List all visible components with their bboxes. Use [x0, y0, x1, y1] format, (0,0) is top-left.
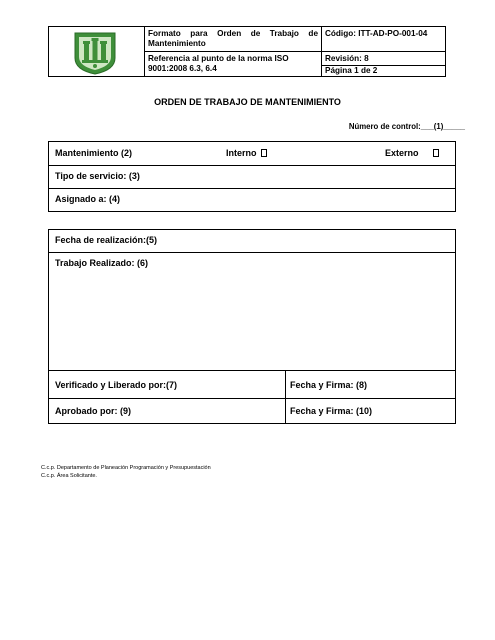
external-label: Externo: [385, 148, 419, 158]
page-number: Página 1 de 2: [325, 66, 378, 75]
external-checkbox[interactable]: [433, 149, 439, 157]
maintenance-section: [48, 141, 456, 212]
assigned-to-label: Asignado a: (4): [55, 194, 121, 204]
copy-recipient-2: C.c.p. Área Solicitante.: [41, 473, 97, 479]
verified-by-label: Verificado y Liberado por:(7): [55, 380, 178, 390]
internal-option[interactable]: [226, 148, 267, 158]
document-title: ORDEN DE TRABAJO DE MANTENIMIENTO: [154, 97, 341, 107]
internal-checkbox[interactable]: [261, 149, 267, 157]
iso-reference: Referencia al punto de la norma ISO 9001:2008 6.3, 6.4: [148, 54, 289, 73]
copy-recipient-1: C.c.p. Departamento de Planeación Programación y Presupuestación: [41, 465, 211, 471]
external-option[interactable]: [385, 148, 439, 158]
work-done-label: Trabajo Realizado: (6): [55, 258, 149, 268]
date-signature-10-label: Fecha y Firma: (10): [290, 406, 373, 416]
work-section: [48, 229, 456, 371]
maintenance-label: Mantenimiento (2): [55, 148, 133, 158]
service-type-label: Tipo de servicio: (3): [55, 171, 140, 181]
signature-section: [48, 370, 456, 424]
institution-logo: [71, 30, 119, 75]
control-number: Número de control:___(1)_____: [348, 122, 465, 131]
approved-by-label: Aprobado por: (9): [55, 406, 131, 416]
revision-number: Revisión: 8: [325, 54, 369, 63]
date-signature-8-label: Fecha y Firma: (8): [290, 380, 368, 390]
document-header: [48, 26, 446, 77]
document-code: Código: ITT-AD-PO-001-04: [325, 29, 428, 38]
internal-label: Interno: [226, 148, 257, 158]
completion-date-label: Fecha de realización:(5): [55, 235, 158, 245]
format-title: Formato para Orden de Trabajo de Mantenimiento: [148, 29, 318, 48]
